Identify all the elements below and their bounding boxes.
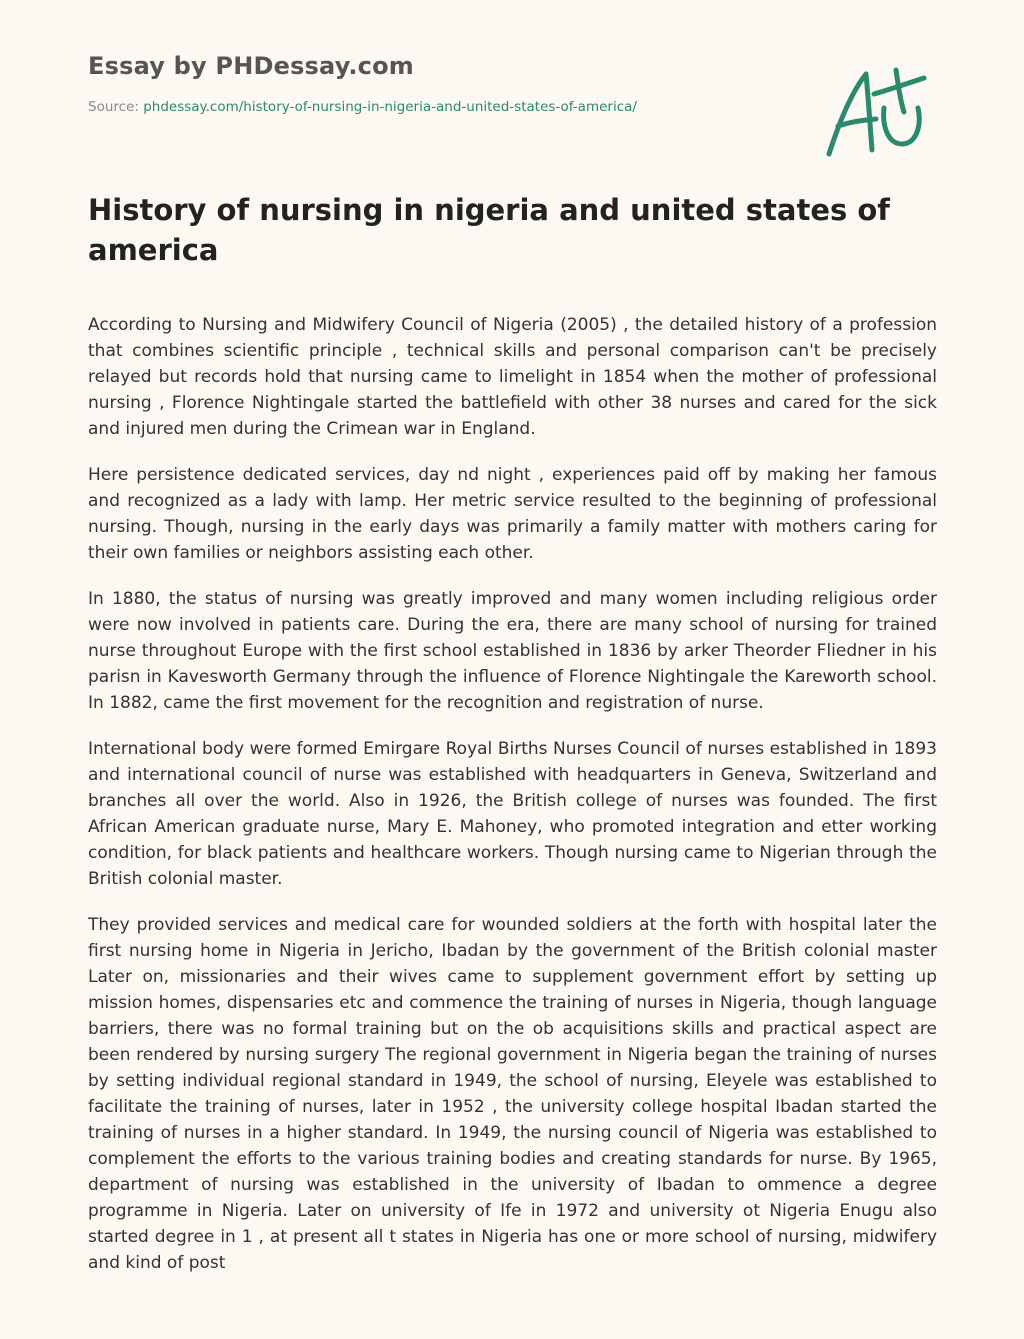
paragraph: They provided services and medical care for wounded soldiers at the forth with hospital later the first nursing home in Nigeria in Jericho, Ibadan by the government of the British colonial master Later on, missionaries and their wives came to supplement government effort by setting up mission homes, dispensaries etc and commence the training of nurses in Nigeria, though language barriers, there was no formal training but on the ob acquisitions skills and practical aspect are been rendered by nursing surgery The regional government in Nigeria began the training of nurses by setting individual regional standard in 1949, the school of nursing, Eleyele was established to facilitate the training of nurses, later in 1952 , the university college hospital Ibadan started the training of nurses in a higher standard. In 1949, the nursing council of Nigeria was established to complement the efforts to the various training bodies and creating standards for nurse. By 1965, department of nursing was established in the university of Ibadan to ommence a degree programme in Nigeria. Later on university of Ife in 1972 and university ot Nigeria Enugu also started degree in 1 , at present all t states in Nigeria has one or more school of nursing, midwifery and kind of post (88, 915, 937, 1273)
essay-body (88, 312, 937, 1290)
paragraph: According to Nursing and Midwifery Council of Nigeria (2005) , the detailed history of a profession that combines scientific principle , technical skills and personal comparison can't be precisely relayed but records hold that nursing came to limelight in 1854 when the mother of professional nursing , Florence Nightingale started the battlefield with other 38 nurses and cared for the sick and injured men during the Crimean war in England. (88, 315, 937, 439)
site-brand[interactable]: Essay by PHDessay.com (88, 52, 414, 80)
essay-title: History of nursing in nigeria and united states of america (88, 193, 890, 267)
a-plus-grade-icon (820, 64, 930, 164)
paragraph: In 1880, the status of nursing was greatly improved and many women including religious order were now involved in patients care. During the era, there are many school of nursing for trained nurse throughout Europe with the first school established in 1836 by arker Theorder Fliedner in his parisn in Kavesworth Germany through the influence of Florence Nightingale the Kareworth school. In 1882, came the first movement for the recognition and registration of nurse. (88, 589, 937, 713)
paragraph: Here persistence dedicated services, day nd night , experiences paid off by making her famous and recognized as a lady with lamp. Her metric service resulted to the beginning of professional nursing. Though, nursing in the early days was primarily a family matter with mothers caring for their own families or neighbors assisting each other. (88, 465, 937, 563)
source-line (88, 98, 637, 116)
paragraph: International body were formed Emirgare Royal Births Nurses Council of nurses established in 1893 and international council of nurse was established with headquarters in Geneva, Switzerland and branches all over the world. Also in 1926, the British college of nurses was founded. The first African American graduate nurse, Mary E. Mahoney, who promoted integration and etter working condition, for black patients and healthcare workers. Though nursing came to Nigerian through the British colonial master. (88, 739, 937, 889)
source-link[interactable]: phdessay.com/history-of-nursing-in-nigeria-and-united-states-of-america/ (143, 99, 637, 115)
essay-header (88, 50, 637, 116)
source-label: Source: (88, 99, 144, 115)
